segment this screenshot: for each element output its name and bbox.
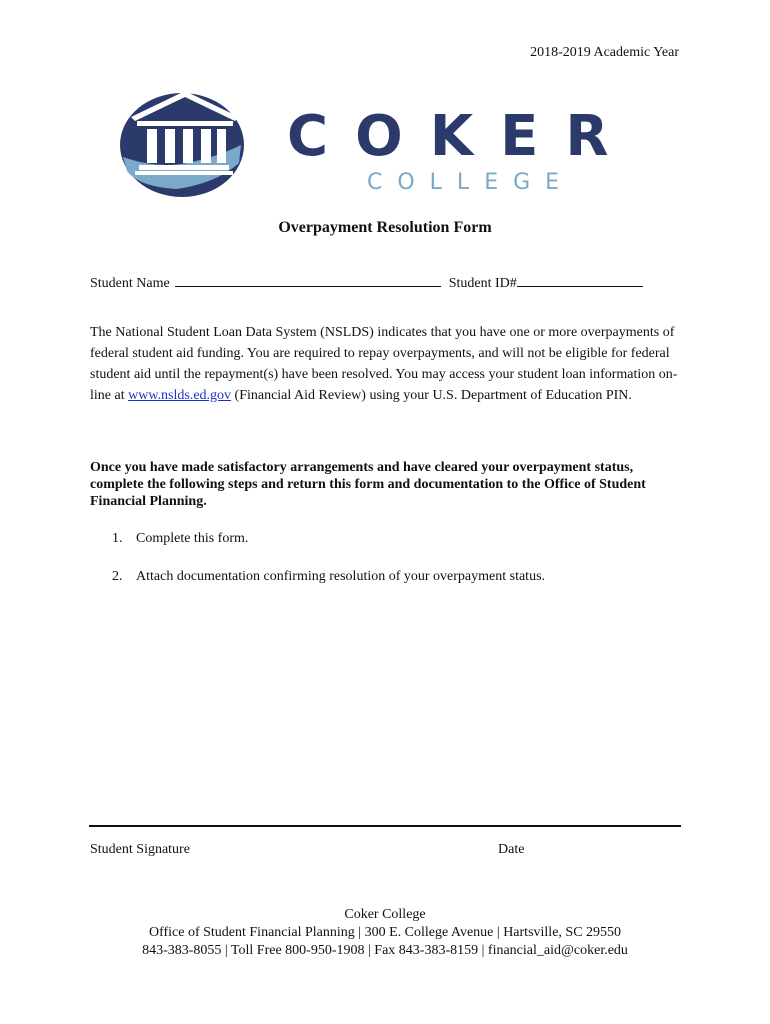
student-info-line [90, 273, 647, 292]
logo-wordmark-coker: COKER [287, 104, 636, 169]
footer-contact: 843-383-8055 | Toll Free 800-950-1908 | Fax 843-383-8159 | financial_aid@coker.edu [142, 943, 628, 958]
nslds-link[interactable]: www.nslds.ed.gov [128, 388, 232, 403]
footer-college-name: Coker College [344, 907, 426, 922]
step-number: 1. [112, 531, 123, 546]
intro-text-end: (Financial Aid Review) using your U.S. Department of Education PIN. [231, 388, 632, 403]
student-id-label: Student ID# [448, 276, 517, 291]
instruction-paragraph: Once you have made satisfactory arrangements and have cleared your overpayment status, complete the following steps and return this form and documentation to the Office of Student Financial Planning. [90, 460, 646, 509]
step-number: 2. [112, 569, 123, 584]
step-item [112, 569, 545, 585]
student-signature-label: Student Signature [90, 842, 190, 857]
student-id-field[interactable] [517, 273, 643, 287]
form-title: Overpayment Resolution Form [278, 219, 492, 236]
logo-wordmark-college: COLLEGE [367, 170, 575, 195]
academic-year: 2018-2019 Academic Year [530, 45, 679, 60]
student-name-field[interactable] [175, 273, 441, 287]
intro-text-start: The National Student Loan Data System (NSLDS) indicates that you have one or more overpayments of federal student aid funding. You are required to repay overpayments, and will not be eligible for federal student aid until the repayment(s) have been resolved. You may access your student loan information on-line at [90, 325, 678, 403]
intro-paragraph [90, 322, 690, 406]
coker-college-logo [117, 83, 662, 203]
step-text: Complete this form. [136, 531, 249, 546]
date-label: Date [498, 842, 525, 857]
step-item [112, 531, 248, 547]
student-name-label: Student Name [90, 276, 170, 291]
footer-address: Office of Student Financial Planning | 300 E. College Avenue | Hartsville, SC 29550 [148, 925, 622, 940]
footer [0, 906, 770, 960]
signature-line[interactable] [89, 825, 681, 827]
step-text: Attach documentation confirming resolution of your overpayment status. [136, 569, 546, 584]
